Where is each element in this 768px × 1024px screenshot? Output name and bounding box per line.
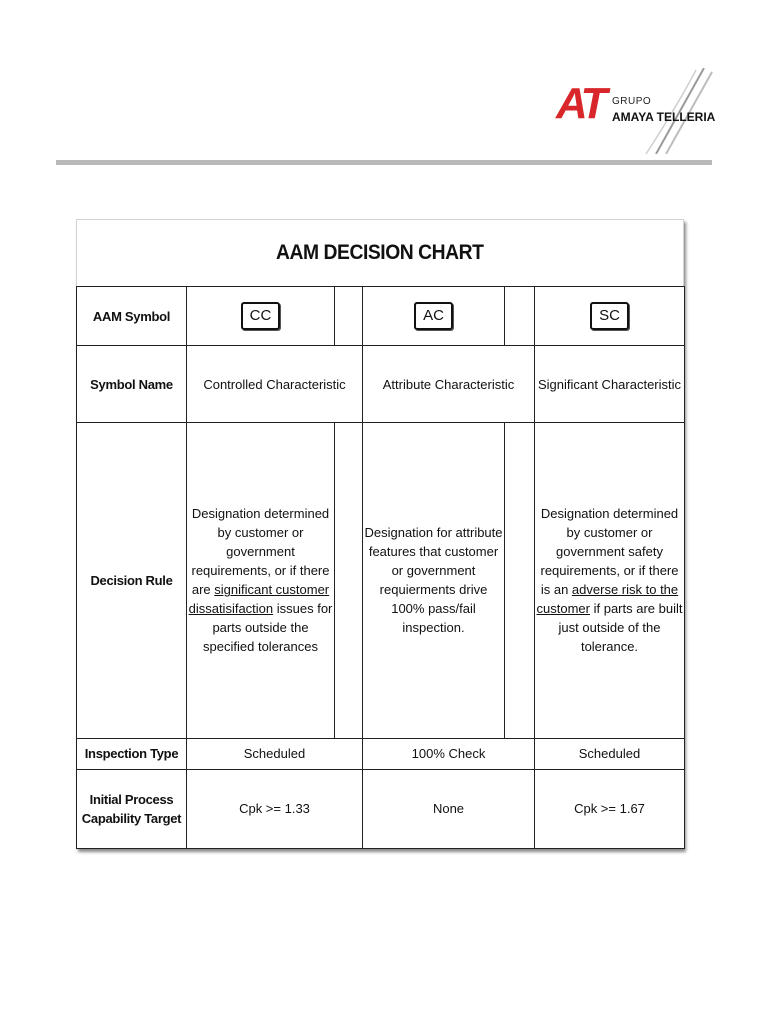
cell-capability-sc: Cpk >= 1.67 (535, 769, 685, 848)
cell-capability-cc: Cpk >= 1.33 (187, 769, 363, 848)
cell-symbol-cc (187, 287, 335, 346)
spacer-cell (335, 423, 363, 739)
cell-inspection-cc: Scheduled (187, 738, 363, 769)
company-logo (556, 74, 716, 154)
rule-text-ac: Designation for attribute features that customer or government requierments drive 100% pass/fail inspection. (364, 525, 503, 636)
row-label-rule: Decision Rule (77, 423, 187, 739)
cell-rule-cc (187, 423, 335, 739)
aam-decision-chart (76, 219, 684, 849)
table-row-symbol (77, 287, 685, 346)
cell-symbol-sc (535, 287, 685, 346)
symbol-badge-cc: CC (241, 302, 281, 330)
cell-inspection-ac: 100% Check (363, 738, 535, 769)
rule-text-sc-pre: Designation determined by customer or government safety requirements, or if there is an (540, 506, 679, 598)
chart-title-box (76, 219, 684, 287)
rule-text-cc-pre: Designation determined by customer or government requirements, or if there are (191, 506, 330, 598)
cell-rule-ac (363, 423, 505, 739)
cell-capability-ac: None (363, 769, 535, 848)
logo-mark: AT (556, 79, 604, 128)
cell-inspection-sc: Scheduled (535, 738, 685, 769)
row-label-capability-line1: Initial Process (89, 791, 174, 807)
cell-rule-sc (535, 423, 685, 739)
cell-name-cc: Controlled Characteristic (187, 346, 363, 423)
logo-company-name: AMAYA TELLERIA (612, 110, 716, 124)
symbol-badge-sc: SC (590, 302, 629, 330)
cell-name-sc: Significant Characteristic (535, 346, 685, 423)
table-row-inspection (77, 738, 685, 769)
spacer-cell (505, 423, 535, 739)
cell-symbol-ac (363, 287, 505, 346)
rule-text-cc-underlined: significant customer dissatisifaction (188, 582, 330, 617)
row-label-inspection: Inspection Type (77, 738, 187, 769)
symbol-badge-ac: AC (414, 302, 453, 330)
table-row-rule (77, 423, 685, 739)
logo-grupo-text: GRUPO (612, 96, 652, 107)
decision-table (76, 286, 685, 849)
spacer-cell (505, 287, 535, 346)
spacer-cell (335, 287, 363, 346)
rule-text-cc-post: issues for parts outside the specified tolerances (203, 601, 333, 655)
table-row-name (77, 346, 685, 423)
row-label-capability (77, 769, 187, 848)
chart-title: AAM DECISION CHART (276, 241, 484, 264)
rule-text-sc-underlined: adverse risk to the customer (536, 582, 679, 617)
row-label-capability-line2: Capability Target (81, 810, 182, 826)
row-label-name: Symbol Name (77, 346, 187, 423)
header-divider (56, 160, 712, 165)
row-label-symbol: AAM Symbol (77, 287, 187, 346)
rule-text-sc-post: if parts are built just outside of the tolerance. (558, 601, 683, 655)
cell-name-ac: Attribute Characteristic (363, 346, 535, 423)
table-row-capability (77, 769, 685, 848)
